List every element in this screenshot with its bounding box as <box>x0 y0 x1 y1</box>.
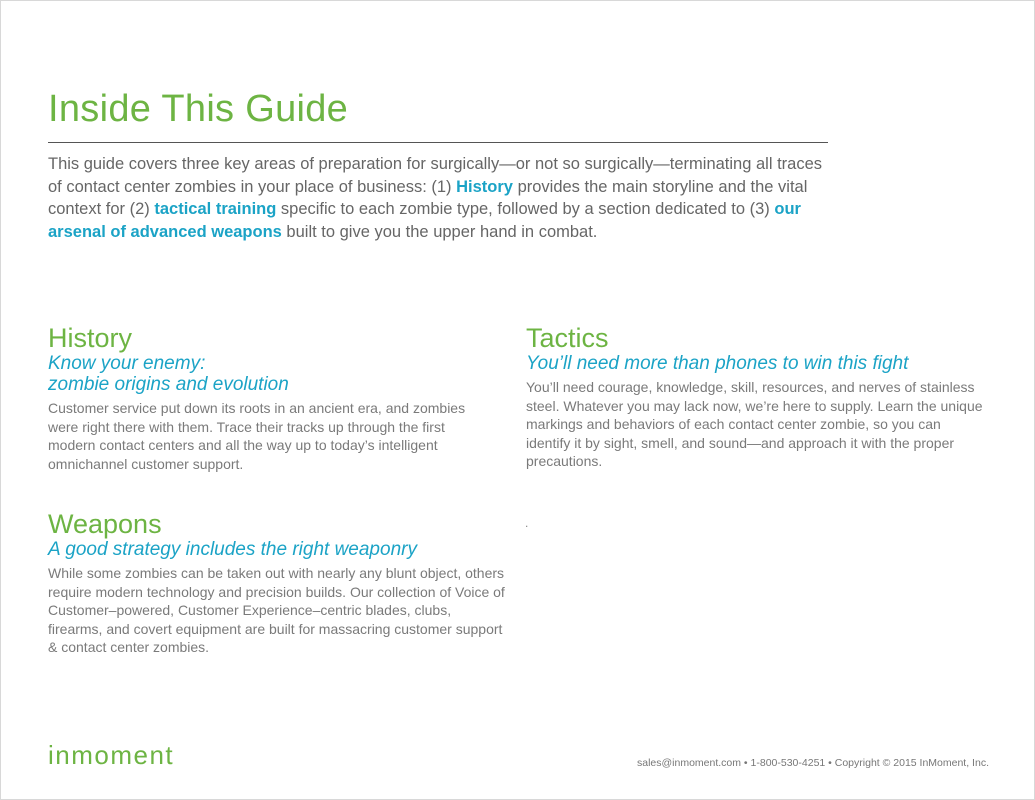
history-section <box>48 323 488 473</box>
weapons-heading: Weapons <box>48 509 162 539</box>
intro-text-2: provides the main storyline and the vital context for (2) <box>48 177 808 218</box>
intro-paragraph <box>48 153 838 243</box>
history-subtitle-line2: zombie origins and evolution <box>48 374 289 395</box>
tactical-training-link[interactable]: tactical training <box>154 200 277 218</box>
history-body: Customer service put down its roots in an ancient era, and zombies were right there with them. Trace their tracks up through the first modern contact centers and all the way up to today’s intelligent omnichannel customer support. <box>48 400 466 472</box>
inmoment-logo: inmoment <box>48 740 175 770</box>
weapons-arsenal-link[interactable]: our arsenal of advanced weapons <box>48 200 801 241</box>
history-heading: History <box>48 323 133 353</box>
weapons-subtitle: A good strategy includes the right weaponry <box>48 539 417 560</box>
tactics-subtitle: You’ll need more than phones to win this fight <box>526 353 909 374</box>
intro-text-1: This guide covers three key areas of preparation for surgically—or not so surgically—terminating all traces of contact center zombies in your place of business: (1) <box>48 155 823 196</box>
footer-contact: sales@inmoment.com • 1-800-530-4251 • Copyright © 2015 InMoment, Inc. <box>636 757 989 769</box>
history-subtitle-line1: Know your enemy: <box>48 353 206 374</box>
weapons-section <box>48 509 508 657</box>
intro-text-4: built to give you the upper hand in combat. <box>281 222 598 241</box>
tactics-section <box>526 323 988 471</box>
page-title: Inside This Guide <box>48 88 349 130</box>
tactics-body: You’ll need courage, knowledge, skill, resources, and nerves of stainless steel. Whatever you may lack now, we’re here to supply. Learn the unique markings and behaviors of each contact center zombie, so you can identify it by sight, smell, and sound—and approach it with the proper precautions. <box>526 379 983 469</box>
history-subtitle <box>48 353 488 395</box>
intro-text-3: specific to each zombie type, followed by a section dedicated to (3) <box>276 200 775 218</box>
title-divider <box>48 142 828 143</box>
history-link[interactable]: History <box>456 177 513 196</box>
tactics-heading: Tactics <box>526 323 609 353</box>
stray-mark: . <box>525 516 529 530</box>
weapons-body: While some zombies can be taken out with nearly any blunt object, others require modern technology and precision builds. Our collection of Voice of Customer–powered, Customer Experience–centric blades, clubs, firearms, and covert equipment are built for massacring customer support & contact center zombies. <box>48 565 505 655</box>
